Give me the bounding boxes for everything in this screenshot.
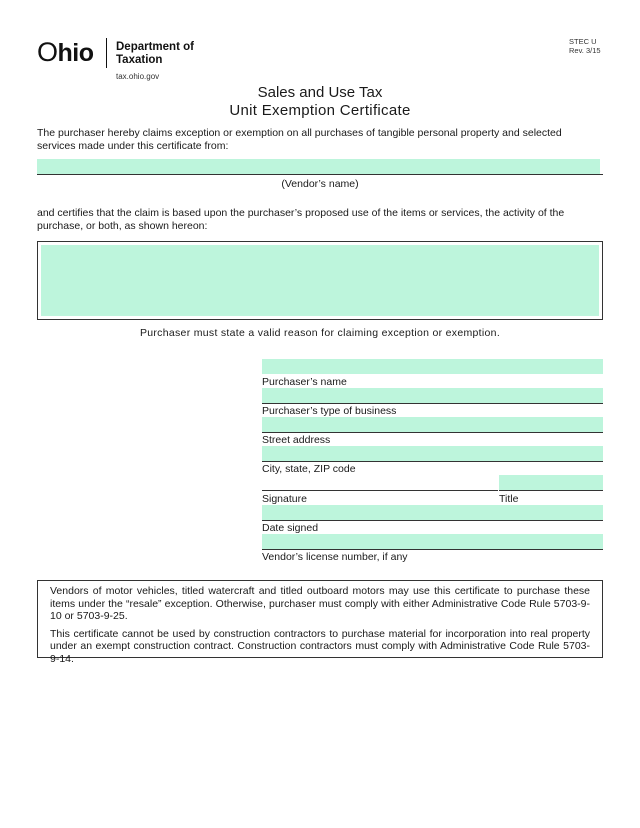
form-code: STEC U	[569, 37, 597, 46]
title-label: Title	[499, 493, 519, 505]
business-type-label: Purchaser’s type of business	[262, 405, 397, 417]
city-state-zip-underline	[262, 461, 603, 462]
intro-text: The purchaser hereby claims exception or exemption on all purchases of tangible personal property and selected services made under this certificate from:	[37, 127, 562, 152]
form-title-line2: Unit Exemption Certificate	[229, 102, 411, 119]
city-state-zip-input[interactable]	[262, 446, 603, 461]
exemption-reason-box	[37, 241, 603, 320]
form-revision: Rev. 3/15	[569, 46, 601, 55]
logo-divider	[106, 38, 107, 68]
date-signed-label: Date signed	[262, 522, 319, 534]
website-url: tax.ohio.gov	[116, 72, 160, 81]
signature-label: Signature	[262, 493, 307, 505]
vendor-license-label: Vendor’s license number, if any	[262, 551, 408, 563]
title-underline	[499, 490, 603, 491]
reason-instruction: Purchaser must state a valid reason for claiming exception or exemption.	[139, 327, 501, 339]
street-address-label: Street address	[262, 434, 331, 446]
form-title-line1: Sales and Use Tax	[257, 84, 383, 101]
ohio-wordmark: Ohio	[37, 37, 94, 67]
notice-paragraph-1: Vendors of motor vehicles, titled watercraft and titled outboard motors may use this certificate to purchase these items under the “resale” exception. Otherwise, purchaser must comply with either Administrative Code Rule 5703-9-10 or 5703-9-25.	[50, 585, 590, 622]
vendor-name-input[interactable]	[37, 159, 600, 174]
business-type-underline	[262, 403, 603, 404]
department-name: Department of Taxation	[116, 41, 194, 66]
city-state-zip-label: City, state, ZIP code	[262, 463, 356, 475]
exemption-reason-input[interactable]	[41, 245, 599, 316]
vendor-name-underline	[37, 174, 603, 175]
date-signed-input[interactable]	[262, 505, 603, 520]
form-identifier	[569, 37, 601, 55]
purchaser-name-input[interactable]	[262, 359, 603, 374]
business-type-input[interactable]	[262, 388, 603, 403]
purchaser-name-label: Purchaser’s name	[262, 376, 347, 388]
vendor-license-input[interactable]	[262, 534, 603, 549]
street-address-input[interactable]	[262, 417, 603, 432]
vendor-license-underline	[262, 549, 603, 550]
street-address-underline	[262, 432, 603, 433]
notice-box	[37, 580, 603, 665]
title-input[interactable]	[499, 475, 603, 490]
date-signed-underline	[262, 520, 603, 521]
signature-line	[262, 490, 498, 491]
vendor-name-caption: (Vendor’s name)	[281, 178, 359, 190]
notice-paragraph-2: This certificate cannot be used by construction contractors to purchase material for incorporation into real property under an exempt construction contract. Construction contractors must comply with Administrative Code Rule 5703-9-14.	[50, 627, 590, 665]
certify-text: and certifies that the claim is based upon the purchaser’s proposed use of the items or services, the activity of the purchase, or both, as shown hereon:	[37, 207, 565, 232]
